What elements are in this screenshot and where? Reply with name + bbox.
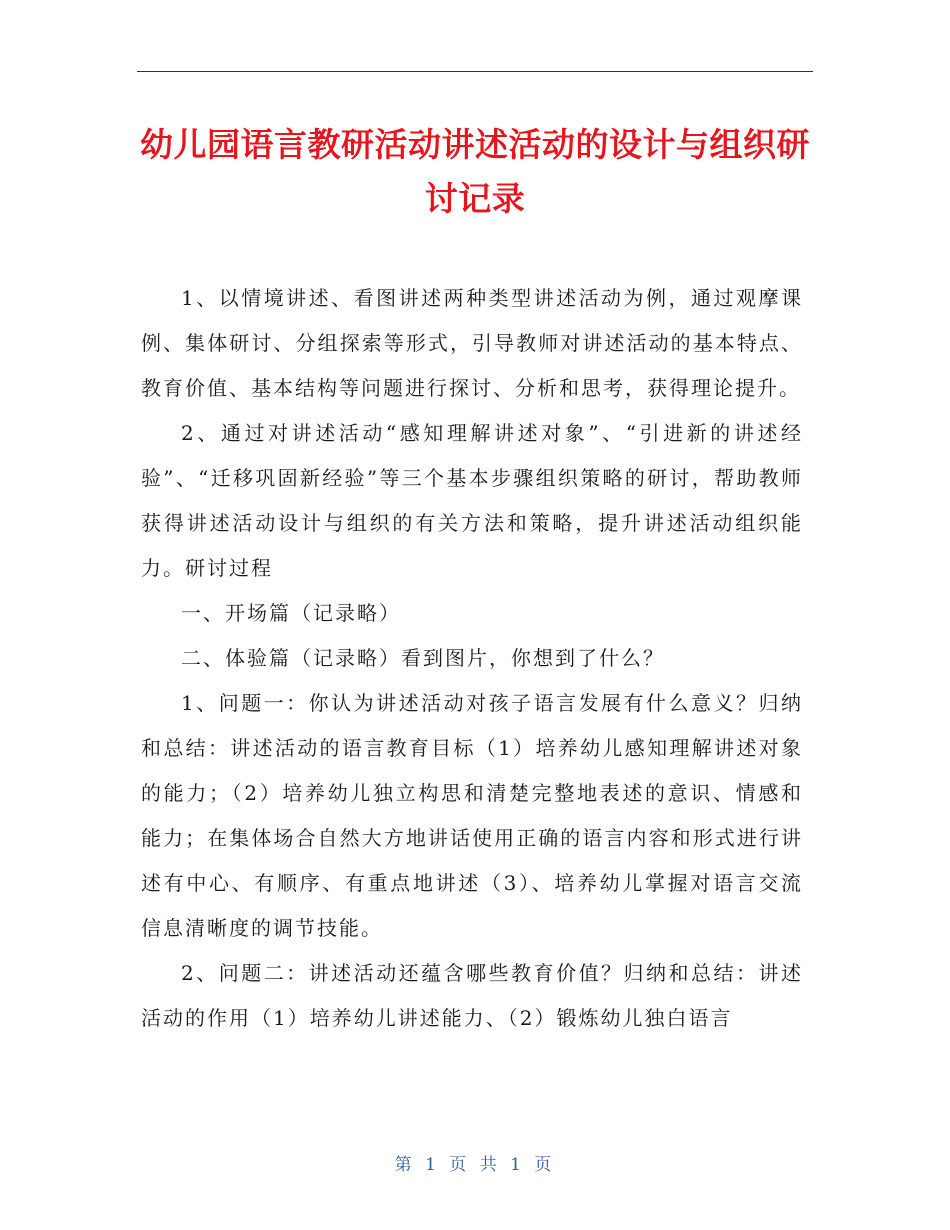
paragraph: 一、开场篇（记录略） bbox=[181, 601, 401, 625]
paragraph: 2、问题二：讲述活动还蕴含哪些教育价值？归纳和总结：讲述活动的作用（1）培养幼儿讲述能力、（2）锻炼幼儿独白语言 bbox=[141, 961, 803, 1030]
document-title: 幼儿园语言教研活动讲述活动的设计与组织研讨记录 bbox=[140, 125, 810, 218]
paragraph: 1、问题一：你认为讲述活动对孩子语言发展有什么意义？归纳和总结：讲述活动的语言教育目标（1）培养幼儿感知理解讲述对象的能力；（2）培养幼儿独立构思和清楚完整地表述的意识、情感和能力；在集体场合自然大方地讲话使用正确的语言内容和形式进行讲述有中心、有顺序、有重点地讲述（3）、培养幼儿掌握对语言交流信息清晰度的调节技能。 bbox=[141, 691, 803, 940]
document-body bbox=[141, 276, 803, 1041]
paragraph: 1、以情境讲述、看图讲述两种类型讲述活动为例，通过观摩课例、集体研讨、分组探索等形式，引导教师对讲述活动的基本特点、教育价值、基本结构等问题进行探讨、分析和思考，获得理论提升。 bbox=[141, 286, 803, 400]
header-rule bbox=[137, 71, 813, 72]
page-footer: 第 1 页 共 1 页 bbox=[394, 1155, 556, 1175]
paragraph: 2、通过对讲述活动“感知理解讲述对象”、“引进新的讲述经验”、“迁移巩固新经验”等三个基本步骤组织策略的研讨，帮助教师获得讲述活动设计与组织的有关方法和策略，提升讲述活动组织能力。研讨过程 bbox=[141, 421, 803, 580]
paragraph: 二、体验篇（记录略）看到图片，你想到了什么？ bbox=[181, 646, 665, 670]
